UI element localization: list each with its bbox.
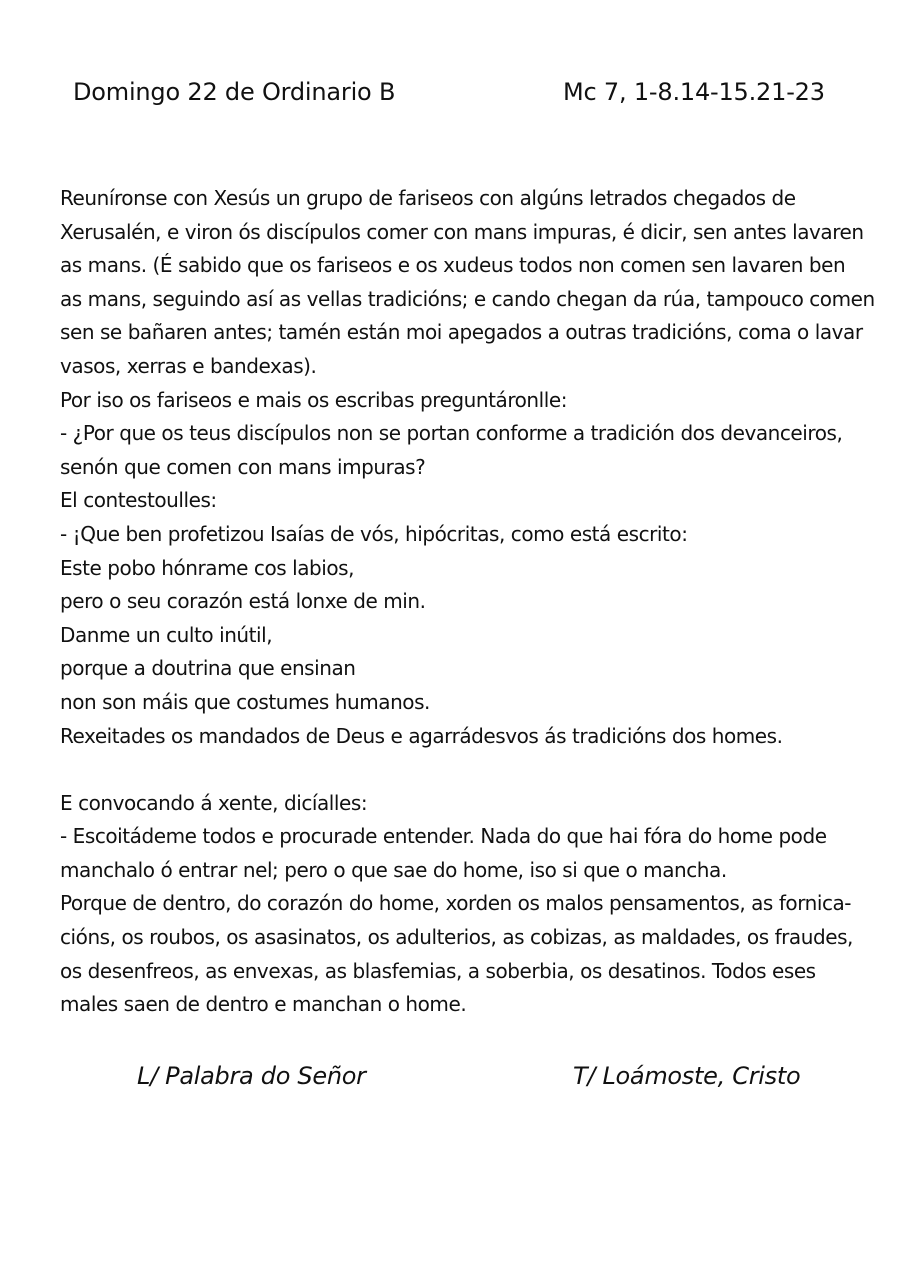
text-line: senón que comen con mans impuras? xyxy=(60,454,426,479)
text-line: manchalo ó entrar nel; pero o que sae do home, iso si que o mancha. xyxy=(60,857,727,882)
text-line: Danme un culto inútil, xyxy=(60,622,273,647)
text-line: Por iso os fariseos e mais os escribas preguntáronlle: xyxy=(60,387,568,412)
reader-acclamation: L/ Palabra do Señor xyxy=(137,1062,366,1090)
text-line: os desenfreos, as envexas, as blasfemias, a soberbia, os desatinos. Todos eses xyxy=(60,958,816,983)
text-line: cións, os roubos, os asasinatos, os adulterios, as cobizas, as maldades, os fraudes, xyxy=(60,925,853,950)
text-line: Rexeitades os mandados de Deus e agarrádesvos ás tradicións dos homes. xyxy=(60,723,783,748)
text-line: E convocando á xente, dicíalles: xyxy=(60,790,368,815)
gospel-text xyxy=(60,182,885,1022)
text-line: males saen de dentro e manchan o home. xyxy=(60,992,467,1017)
text-line: - ¿Por que os teus discípulos non se portan conforme a tradición dos devanceiros, xyxy=(60,421,843,446)
text-line: non son máis que costumes humanos. xyxy=(60,689,430,714)
text-line: pero o seu corazón está lonxe de min. xyxy=(60,589,426,614)
gospel-reference: Mc 7, 1-8.14-15.21-23 xyxy=(563,78,825,106)
paragraph-gap xyxy=(60,753,885,787)
text-line: Este pobo hónrame cos labios, xyxy=(60,555,355,580)
text-line: as mans, seguindo así as vellas tradicións; e cando chegan da rúa, tampouco comen xyxy=(60,286,875,311)
text-line: sen se bañaren antes; tamén están moi apegados a outras tradicións, coma o lavar xyxy=(60,320,863,345)
text-line: vasos, xerras e bandexas). xyxy=(60,353,317,378)
text-line: as mans. (É sabido que os fariseos e os xudeus todos non comen sen lavaren ben xyxy=(60,253,846,278)
text-line: Xerusalén, e viron ós discípulos comer con mans impuras, é dicir, sen antes lavaren xyxy=(60,219,864,244)
people-response: T/ Loámoste, Cristo xyxy=(573,1062,801,1090)
text-line: Porque de dentro, do corazón do home, xorden os malos pensamentos, as fornica- xyxy=(60,891,852,916)
liturgy-title: Domingo 22 de Ordinario B xyxy=(73,78,396,106)
text-line: porque a doutrina que ensinan xyxy=(60,656,356,681)
text-line: El contestoulles: xyxy=(60,488,217,513)
text-line: - Escoitádeme todos e procurade entender. Nada do que hai fóra do home pode xyxy=(60,824,827,849)
text-line: Reuníronse con Xesús un grupo de fariseos con algúns letrados chegados de xyxy=(60,186,796,210)
text-line: - ¡Que ben profetizou Isaías de vós, hipócritas, como está escrito: xyxy=(60,521,688,546)
